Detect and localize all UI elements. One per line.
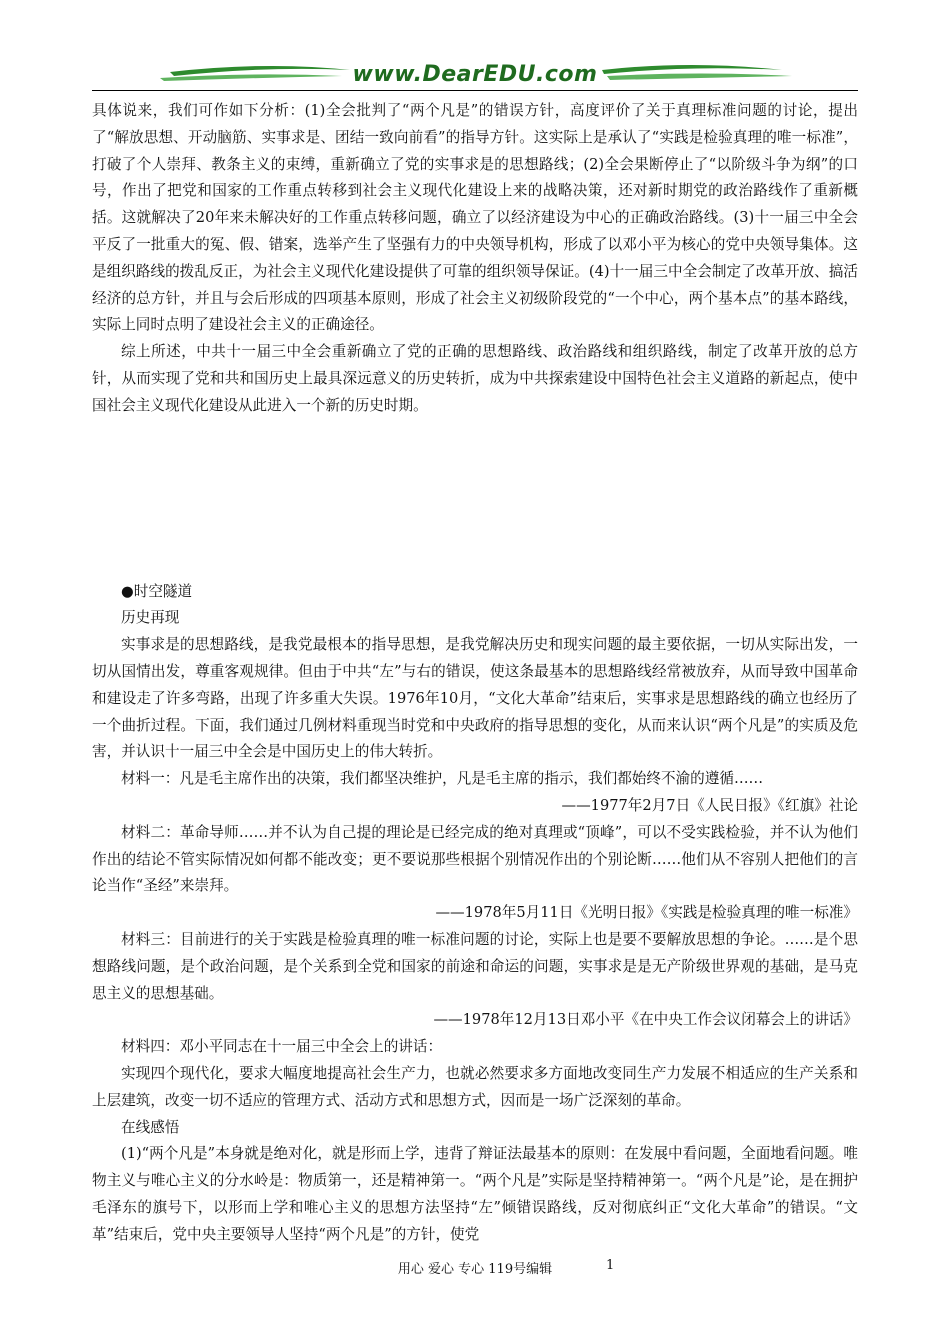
material-2: 材料二：革命导师……并不认为自己提的理论是已经完成的绝对真理或“顶峰”，可以不受实践检验，并不认为他们作出的结论不管实际情况如何都不能改变；更不要说那些根据个别情况作出的个别论断……他们从不容别人把他们的言论当作“圣经”来崇拜。 — [92, 823, 858, 895]
online-heading: 在线感悟 — [121, 1118, 180, 1136]
intro-paragraph: 实事求是的思想路线，是我党最根本的指导思想，是我党解决历史和现实问题的最主要依据，一切从实际出发，一切从国情出发，尊重客观规律。但由于中共“左”与右的错误，使这条最基本的思想路线经常被放弃，从而导致中国革命和建设走了许多弯路，出现了许多重大失误。1976年10月，“文化大革命”结束后，实事求是思想路线的确立也经历了一个曲折过程。下面，我们通过几例材料重现当时党和中央政府的指导思想的变化，从而来认识“两个凡是”的实质及危害，并认识十一届三中全会是中国历史上的伟大转折。 — [92, 636, 858, 761]
material-3-source: ——1978年12月13日邓小平《在中央工作会议闭幕会上的讲话》 — [433, 1011, 858, 1029]
section-heading: ●时空隧道 — [121, 582, 193, 600]
material-4-body: 实现四个现代化，要求大幅度地提高社会生产力，也就必然要求多方面地改变同生产力发展不相适应的生产关系和上层建筑，改变一切不适应的管理方式、活动方式和思想方式，因而是一场广泛深刻的革命。 — [92, 1064, 858, 1109]
material-2-source: ——1978年5月11日《光明日报》《实践是检验真理的唯一标准》 — [435, 904, 858, 922]
material-1-source: ——1977年2月7日《人民日报》《红旗》社论 — [561, 796, 858, 814]
summary-paragraph: 综上所述，中共十一届三中全会重新确立了党的正确的思想路线、政治路线和组织路线，制定了改革开放的总方针，从而实现了党和共和国历史上最具深远意义的历史转折，成为中共探索建设中国特色社会主义道路的新起点，使中国社会主义现代化建设从此进入一个新的历史时期。 — [92, 343, 858, 414]
material-3: 材料三：目前进行的关于实践是检验真理的唯一标准问题的讨论，实际上也是要不要解放思想的争论。……是个思想路线问题，是个政治问题，是个关系到全党和国家的前途和命运的问题，实事求是是无产阶级世界观的基础，是马克思主义的思想基础。 — [92, 930, 858, 1002]
blank-space — [92, 420, 858, 579]
site-header-banner — [92, 58, 858, 92]
document-body — [92, 98, 858, 1248]
material-1: 材料一：凡是毛主席作出的决策，我们都坚决维护，凡是毛主席的指示，我们都始终不渝的遵循…… — [121, 770, 764, 788]
section-subheading: 历史再现 — [121, 609, 180, 627]
material-4: 材料四：邓小平同志在十一届三中全会上的讲话： — [121, 1038, 443, 1056]
header-divider — [92, 90, 858, 91]
site-logo-text: www.DearEDU.com — [352, 62, 598, 87]
footer-label: 用心 爱心 专心 119号编辑 — [397, 1262, 553, 1277]
page-number: 1 — [606, 1258, 615, 1273]
online-paragraph: (1)“两个凡是”本身就是绝对化，就是形而上学，违背了辩证法最基本的原则：在发展中看问题，全面地看问题。唯物主义与唯心主义的分水岭是：物质第一，还是精神第一。“两个凡是”实际是坚持精神第一。“两个凡是”论，是在拥护毛泽东的旗号下，以形而上学和唯心主义的思想方法坚持“左”倾错误路线，反对彻底纠正“文化大革命”的错误。“文革”结束后，党中央主要领导人坚持“两个凡是”的方针，使党 — [92, 1145, 858, 1243]
analysis-paragraph: 具体说来，我们可作如下分析：(1)全会批判了“两个凡是”的错误方针，高度评价了关于真理标准问题的讨论，提出了“解放思想、开动脑筋、实事求是、团结一致向前看”的指导方针。这实际上是承认了“实践是检验真理的唯一标准”，打破了个人崇拜、教条主义的束缚，重新确立了党的实事求是的思想路线；(2)全会果断停止了“以阶级斗争为纲”的口号，作出了把党和国家的工作重点转移到社会主义现代化建设上来的战略决策，还对新时期党的政治路线作了重新概括。这就解决了20年来未解决好的工作重点转移问题，确立了以经济建设为中心的正确政治路线。(3)十一届三中全会平反了一批重大的冤、假、错案，选举产生了坚强有力的中央领导机构，形成了以邓小平为核心的党中央领导集体。这是组织路线的拨乱反正，为社会主义现代化建设提供了可靠的组织领导保证。(4)十一届三中全会制定了改革开放、搞活经济的总方针，并且与会后形成的四项基本原则，形成了社会主义初级阶段党的“一个中心，两个基本点”的基本路线，实际上同时点明了建设社会主义的正确途径。 — [92, 102, 858, 334]
